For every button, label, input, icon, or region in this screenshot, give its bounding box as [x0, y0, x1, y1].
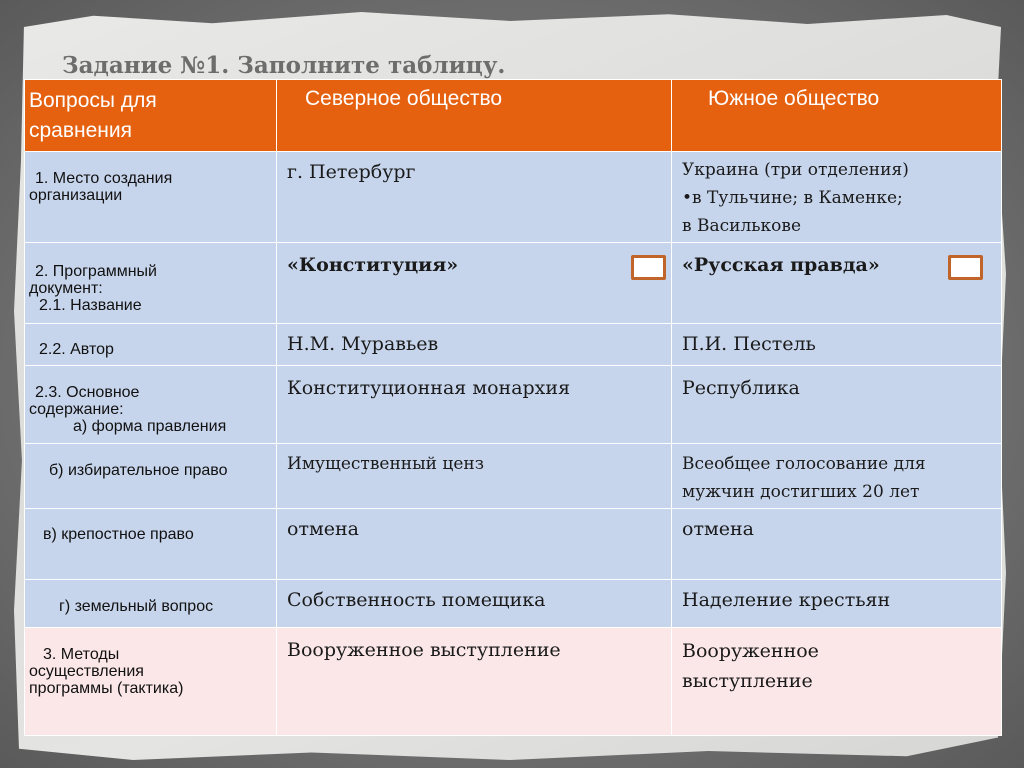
south-cell: [672, 152, 1002, 243]
south-answer-line: в Василькове: [682, 216, 801, 236]
north-cell: [277, 509, 672, 580]
header-north-text: Северное общество: [305, 87, 503, 110]
question-line: а) форма правления: [73, 418, 227, 435]
north-cell: [277, 444, 672, 509]
question-cell: [25, 243, 277, 324]
question-line: документ:: [29, 280, 103, 297]
question-line: 2.1. Название: [39, 297, 142, 314]
north-cell: [277, 243, 672, 324]
table-row: [25, 580, 1002, 628]
north-answer: отмена: [287, 518, 359, 540]
question-cell: [25, 324, 277, 366]
hyperlink-button-icon[interactable]: [948, 255, 983, 280]
comparison-table: [24, 79, 1002, 736]
header-south-text: Южное общество: [708, 87, 880, 110]
hyperlink-button-icon[interactable]: [631, 255, 666, 280]
south-answer-line: Вооруженное: [682, 640, 819, 662]
south-answer-line: мужчин достигших 20 лет: [682, 482, 920, 502]
north-answer: Имущественный ценз: [287, 454, 484, 474]
north-cell: [277, 366, 672, 444]
question-cell: [25, 444, 277, 509]
north-cell: [277, 324, 672, 366]
south-cell: [672, 243, 1002, 324]
north-answer: Конституционная монархия: [287, 377, 571, 399]
south-answer: Наделение крестьян: [682, 589, 891, 611]
question-line: 2.2. Автор: [39, 341, 114, 358]
south-answer: отмена: [682, 518, 754, 540]
north-cell: [277, 628, 672, 736]
table-row: [25, 444, 1002, 509]
table-row: [25, 509, 1002, 580]
header-north: [277, 80, 672, 152]
header-row: [25, 80, 1002, 152]
header-questions-text: Вопросы для сравнения: [29, 89, 157, 142]
question-cell: [25, 152, 277, 243]
south-answer-line: Всеобщее голосование для: [682, 454, 926, 474]
south-cell: [672, 580, 1002, 628]
question-line: 2. Программный: [35, 263, 157, 280]
north-answer: Собственность помещика: [287, 589, 546, 611]
south-answer-line: выступление: [682, 670, 813, 692]
page-title: Задание №1. Заполните таблицу.: [62, 52, 506, 79]
north-answer: «Конституция»: [287, 254, 459, 276]
south-cell: [672, 444, 1002, 509]
table-row: [25, 243, 1002, 324]
south-answer: П.И. Пестель: [682, 333, 816, 355]
question-line: б) избирательное право: [49, 462, 228, 479]
south-cell: [672, 628, 1002, 736]
south-cell: [672, 366, 1002, 444]
north-answer: г. Петербург: [287, 161, 416, 183]
table-row: [25, 628, 1002, 736]
question-cell: [25, 580, 277, 628]
north-answer: Н.М. Муравьев: [287, 333, 439, 355]
question-line: 3. Методы: [43, 646, 120, 663]
table-row: [25, 152, 1002, 243]
south-cell: [672, 509, 1002, 580]
question-line: 1. Место создания: [35, 170, 173, 187]
north-cell: [277, 152, 672, 243]
north-cell: [277, 580, 672, 628]
south-answer: «Русская правда»: [682, 254, 880, 276]
question-cell: [25, 509, 277, 580]
question-line: содержание:: [29, 401, 124, 418]
question-cell: [25, 628, 277, 736]
question-line: 2.3. Основное: [35, 384, 140, 401]
header-south: [672, 80, 1002, 152]
question-line: в) крепостное право: [43, 526, 194, 543]
south-answer-line: •в Тульчине; в Каменке;: [682, 188, 903, 208]
question-line: осуществления: [29, 663, 144, 680]
question-cell: [25, 366, 277, 444]
table-row: [25, 366, 1002, 444]
north-answer: Вооруженное выступление: [287, 639, 561, 661]
question-line: программы (тактика): [29, 680, 184, 697]
south-cell: [672, 324, 1002, 366]
south-answer: Республика: [682, 377, 800, 399]
question-line: организации: [29, 187, 123, 204]
table-row: [25, 324, 1002, 366]
question-line: г) земельный вопрос: [59, 598, 214, 615]
header-questions: [25, 80, 277, 152]
south-answer-line: Украина (три отделения): [682, 160, 909, 180]
